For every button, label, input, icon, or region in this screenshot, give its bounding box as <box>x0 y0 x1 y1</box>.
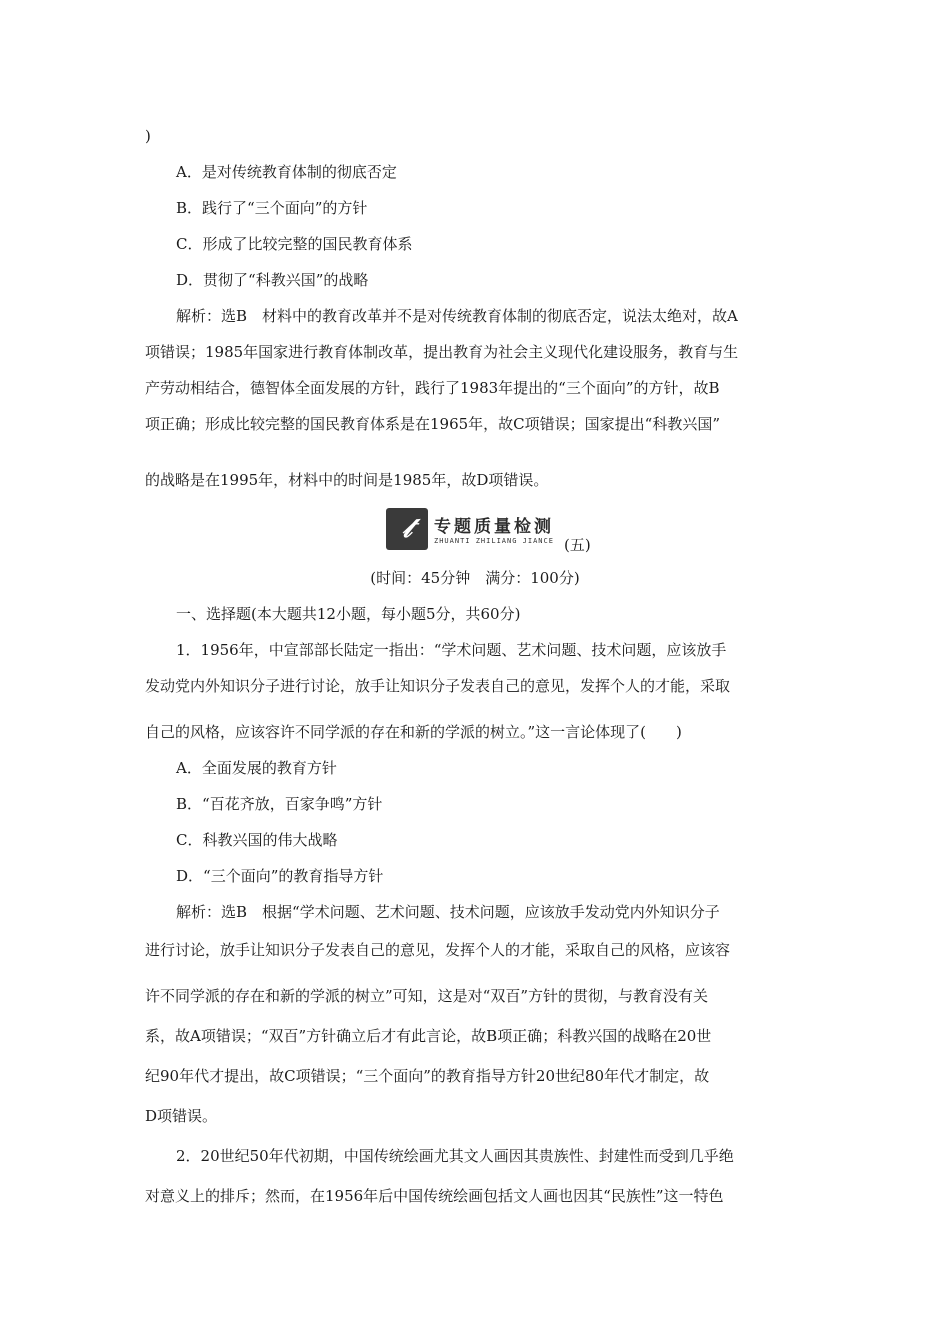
option-a: A．全面发展的教育方针 <box>176 759 337 777</box>
explanation-line: 进行讨论，放手让知识分子发表自己的意见，发挥个人的才能，采取自己的风格，应该容 <box>145 941 731 959</box>
explanation-line: 系，故A项错误；“双百”方针确立后才有此言论，故B项正确；科教兴国的战略在20世 <box>145 1027 712 1045</box>
question-line: 发动党内外知识分子进行讨论，放手让知识分子发表自己的意见，发挥个人的才能，采取 <box>145 677 731 695</box>
zt-logo-icon: 𝓉 <box>386 508 428 550</box>
option-b: B．“百花齐放，百家争鸣”方针 <box>176 795 383 813</box>
question-line: 2．20世纪50年代初期，中国传统绘画尤其文人画因其贵族性、封建性而受到几乎绝 <box>176 1147 734 1165</box>
banner-number: (五) <box>564 536 591 554</box>
banner-pinyin: ZHUANTI ZHILIANG JIANCE <box>434 537 554 545</box>
option-a: A．是对传统教育体制的彻底否定 <box>176 163 397 181</box>
time-info: (时间：45分钟 满分：100分) <box>370 569 580 587</box>
explanation-line: 产劳动相结合，德智体全面发展的方针，践行了1983年提出的“三个面向”的方针，故B <box>145 379 720 397</box>
option-d: D．“三个面向”的教育指导方针 <box>176 867 384 885</box>
option-d: D．贯彻了“科教兴国”的战略 <box>176 271 369 289</box>
explanation-line: 解析：选B 材料中的教育改革并不是对传统教育体制的彻底否定，说法太绝对，故A <box>176 307 738 325</box>
explanation-line: 解析：选B 根据“学术问题、艺术问题、技术问题，应该放手发动党内外知识分子 <box>176 903 720 921</box>
banner-title: 专题质量检测 <box>434 517 554 537</box>
question-line: 对意义上的排斥；然而，在1956年后中国传统绘画包括文人画也因其“民族性”这一特色 <box>145 1187 724 1205</box>
explanation-line: 项错误；1985年国家进行教育体制改革，提出教育为社会主义现代化建设服务，教育与生 <box>145 343 739 361</box>
explanation-line: 项正确；形成比较完整的国民教育体系是在1965年，故C项错误；国家提出“科教兴国” <box>145 415 720 433</box>
explanation-line: 纪90年代才提出，故C项错误；“三个面向”的教育指导方针20世纪80年代才制定，故 <box>145 1067 710 1085</box>
question-line: 1．1956年，中宣部部长陆定一指出：“学术问题、艺术问题、技术问题，应该放手 <box>176 641 727 659</box>
option-c: C．形成了比较完整的国民教育体系 <box>176 235 413 253</box>
question-line: 自己的风格，应该容许不同学派的存在和新的学派的树立。”这一言论体现了( ) <box>145 723 682 741</box>
text-line: ) <box>145 127 151 145</box>
section-banner <box>386 508 626 556</box>
explanation-line: 的战略是在1995年，材料中的时间是1985年，故D项错误。 <box>145 471 549 489</box>
explanation-line: 许不同学派的存在和新的学派的树立”可知，这是对“双百”方针的贯彻，与教育没有关 <box>145 987 709 1005</box>
option-b: B．践行了“三个面向”的方针 <box>176 199 368 217</box>
option-c: C．科教兴国的伟大战略 <box>176 831 338 849</box>
explanation-line: D项错误。 <box>145 1107 218 1125</box>
section-heading: 一、选择题(本大题共12小题，每小题5分，共60分) <box>176 605 521 623</box>
